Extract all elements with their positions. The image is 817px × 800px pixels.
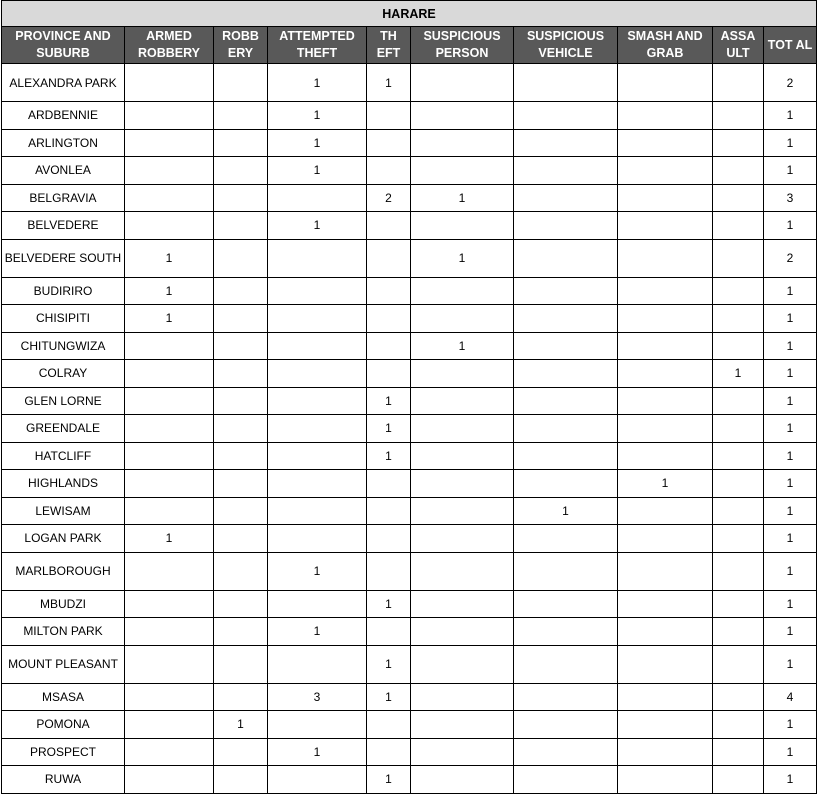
total-cell: 1	[764, 387, 817, 415]
count-cell	[713, 387, 764, 415]
table-row	[2, 711, 817, 739]
count-cell	[514, 738, 618, 766]
count-cell	[268, 277, 367, 305]
suburb-cell: HIGHLANDS	[2, 470, 125, 498]
count-cell: 1	[411, 184, 514, 212]
total-cell: 1	[764, 332, 817, 360]
count-cell	[214, 239, 268, 277]
table-row	[2, 277, 817, 305]
count-cell	[618, 552, 713, 590]
count-cell	[514, 590, 618, 618]
count-cell: 1	[268, 212, 367, 240]
table-row	[2, 102, 817, 130]
count-cell	[214, 157, 268, 185]
count-cell	[367, 552, 411, 590]
total-cell: 1	[764, 497, 817, 525]
count-cell: 1	[367, 387, 411, 415]
count-cell	[214, 552, 268, 590]
count-cell	[214, 277, 268, 305]
count-cell	[514, 525, 618, 553]
count-cell: 1	[367, 64, 411, 102]
column-header: TOT AL	[764, 27, 817, 64]
count-cell	[125, 766, 214, 794]
count-cell	[618, 360, 713, 388]
count-cell: 1	[367, 766, 411, 794]
count-cell	[214, 766, 268, 794]
table-row	[2, 525, 817, 553]
count-cell	[125, 618, 214, 646]
suburb-cell: MSASA	[2, 683, 125, 711]
count-cell	[411, 711, 514, 739]
count-cell	[125, 497, 214, 525]
count-cell	[514, 552, 618, 590]
count-cell: 1	[268, 552, 367, 590]
table-row	[2, 766, 817, 794]
count-cell	[367, 470, 411, 498]
count-cell	[411, 645, 514, 683]
count-cell: 1	[268, 129, 367, 157]
count-cell	[411, 102, 514, 130]
count-cell	[713, 552, 764, 590]
count-cell: 2	[367, 184, 411, 212]
count-cell	[268, 332, 367, 360]
table-body	[2, 64, 817, 794]
table-row	[2, 442, 817, 470]
total-cell: 1	[764, 470, 817, 498]
count-cell	[268, 497, 367, 525]
count-cell	[713, 618, 764, 646]
table-row	[2, 683, 817, 711]
total-cell: 1	[764, 305, 817, 333]
count-cell	[411, 415, 514, 443]
table-row	[2, 332, 817, 360]
table-row	[2, 590, 817, 618]
count-cell	[713, 442, 764, 470]
count-cell	[618, 683, 713, 711]
count-cell	[268, 184, 367, 212]
count-cell	[411, 618, 514, 646]
count-cell	[618, 525, 713, 553]
count-cell	[713, 64, 764, 102]
count-cell: 1	[411, 239, 514, 277]
count-cell	[618, 415, 713, 443]
suburb-cell: CHISIPITI	[2, 305, 125, 333]
count-cell	[411, 442, 514, 470]
total-cell: 1	[764, 442, 817, 470]
count-cell	[618, 497, 713, 525]
count-cell	[713, 711, 764, 739]
count-cell	[411, 64, 514, 102]
total-cell: 1	[764, 645, 817, 683]
total-cell: 1	[764, 766, 817, 794]
table-row	[2, 360, 817, 388]
table-row	[2, 157, 817, 185]
count-cell	[713, 157, 764, 185]
table-row	[2, 618, 817, 646]
total-cell: 1	[764, 552, 817, 590]
count-cell	[618, 738, 713, 766]
count-cell	[125, 711, 214, 739]
suburb-cell: BUDIRIRO	[2, 277, 125, 305]
column-header: SUSPICIOUS PERSON	[411, 27, 514, 64]
count-cell	[618, 766, 713, 794]
count-cell	[713, 305, 764, 333]
count-cell	[411, 129, 514, 157]
table-row	[2, 64, 817, 102]
count-cell	[367, 305, 411, 333]
total-cell: 1	[764, 360, 817, 388]
count-cell	[214, 360, 268, 388]
count-cell: 1	[367, 415, 411, 443]
count-cell	[214, 497, 268, 525]
suburb-cell: BELVEDERE SOUTH	[2, 239, 125, 277]
count-cell	[125, 552, 214, 590]
count-cell	[514, 711, 618, 739]
count-cell	[713, 332, 764, 360]
count-cell	[618, 305, 713, 333]
count-cell: 1	[411, 332, 514, 360]
table-row	[2, 387, 817, 415]
column-header: TH EFT	[367, 27, 411, 64]
count-cell	[713, 184, 764, 212]
count-cell	[618, 711, 713, 739]
table-row	[2, 212, 817, 240]
count-cell	[411, 305, 514, 333]
suburb-cell: MARLBOROUGH	[2, 552, 125, 590]
count-cell	[514, 442, 618, 470]
count-cell	[214, 102, 268, 130]
count-cell	[125, 645, 214, 683]
suburb-cell: BELVEDERE	[2, 212, 125, 240]
count-cell	[125, 64, 214, 102]
suburb-cell: HATCLIFF	[2, 442, 125, 470]
count-cell	[514, 277, 618, 305]
count-cell	[618, 102, 713, 130]
count-cell: 1	[125, 525, 214, 553]
count-cell	[268, 442, 367, 470]
count-cell	[268, 305, 367, 333]
suburb-cell: MILTON PARK	[2, 618, 125, 646]
count-cell	[411, 683, 514, 711]
count-cell	[514, 766, 618, 794]
count-cell	[713, 102, 764, 130]
total-cell: 1	[764, 212, 817, 240]
count-cell	[268, 470, 367, 498]
count-cell	[514, 332, 618, 360]
count-cell	[367, 277, 411, 305]
count-cell	[214, 645, 268, 683]
count-cell: 1	[514, 497, 618, 525]
suburb-cell: PROSPECT	[2, 738, 125, 766]
count-cell	[214, 738, 268, 766]
count-cell	[214, 470, 268, 498]
count-cell	[411, 212, 514, 240]
count-cell	[214, 387, 268, 415]
total-cell: 1	[764, 129, 817, 157]
count-cell	[214, 525, 268, 553]
count-cell: 1	[367, 645, 411, 683]
count-cell	[618, 184, 713, 212]
count-cell	[411, 470, 514, 498]
count-cell	[367, 129, 411, 157]
total-cell: 1	[764, 711, 817, 739]
count-cell	[367, 711, 411, 739]
count-cell: 1	[268, 738, 367, 766]
count-cell	[618, 129, 713, 157]
count-cell	[125, 683, 214, 711]
count-cell	[713, 590, 764, 618]
column-header: ATTEMPTED THEFT	[268, 27, 367, 64]
table-row	[2, 645, 817, 683]
count-cell	[214, 415, 268, 443]
count-cell	[214, 590, 268, 618]
count-cell: 1	[268, 157, 367, 185]
count-cell	[713, 683, 764, 711]
column-header: SMASH AND GRAB	[618, 27, 713, 64]
suburb-cell: ARLINGTON	[2, 129, 125, 157]
count-cell	[125, 738, 214, 766]
count-cell	[618, 442, 713, 470]
count-cell	[125, 415, 214, 443]
count-cell	[514, 64, 618, 102]
count-cell	[618, 277, 713, 305]
count-cell: 1	[618, 470, 713, 498]
count-cell	[367, 157, 411, 185]
count-cell	[411, 590, 514, 618]
count-cell	[514, 129, 618, 157]
total-cell: 2	[764, 239, 817, 277]
count-cell	[214, 442, 268, 470]
count-cell	[214, 618, 268, 646]
count-cell: 1	[125, 305, 214, 333]
count-cell	[125, 470, 214, 498]
count-cell	[268, 711, 367, 739]
count-cell	[411, 497, 514, 525]
count-cell	[713, 212, 764, 240]
count-cell: 1	[367, 683, 411, 711]
total-cell: 1	[764, 102, 817, 130]
count-cell	[214, 332, 268, 360]
total-cell: 1	[764, 738, 817, 766]
count-cell	[713, 738, 764, 766]
count-cell	[713, 470, 764, 498]
column-header: SUSPICIOUS VEHICLE	[514, 27, 618, 64]
suburb-cell: ARDBENNIE	[2, 102, 125, 130]
column-header: ASSA ULT	[713, 27, 764, 64]
count-cell	[214, 305, 268, 333]
count-cell	[367, 102, 411, 130]
suburb-cell: LOGAN PARK	[2, 525, 125, 553]
count-cell: 3	[268, 683, 367, 711]
suburb-cell: ALEXANDRA PARK	[2, 64, 125, 102]
count-cell	[514, 683, 618, 711]
column-header: ROBB ERY	[214, 27, 268, 64]
column-header: PROVINCE AND SUBURB	[2, 27, 125, 64]
count-cell	[514, 470, 618, 498]
count-cell: 1	[268, 64, 367, 102]
table-row	[2, 415, 817, 443]
count-cell	[713, 239, 764, 277]
count-cell	[411, 552, 514, 590]
count-cell	[214, 212, 268, 240]
table-row	[2, 129, 817, 157]
count-cell	[367, 360, 411, 388]
table-row	[2, 738, 817, 766]
count-cell	[125, 590, 214, 618]
count-cell	[268, 645, 367, 683]
suburb-cell: AVONLEA	[2, 157, 125, 185]
count-cell	[514, 305, 618, 333]
total-cell: 1	[764, 415, 817, 443]
suburb-cell: MOUNT PLEASANT	[2, 645, 125, 683]
count-cell	[268, 415, 367, 443]
count-cell: 1	[367, 442, 411, 470]
count-cell	[411, 157, 514, 185]
count-cell	[618, 590, 713, 618]
count-cell: 1	[367, 590, 411, 618]
count-cell	[618, 64, 713, 102]
total-cell: 1	[764, 618, 817, 646]
count-cell: 1	[713, 360, 764, 388]
count-cell	[713, 277, 764, 305]
count-cell	[713, 525, 764, 553]
suburb-cell: CHITUNGWIZA	[2, 332, 125, 360]
count-cell	[125, 212, 214, 240]
count-cell	[618, 387, 713, 415]
total-cell: 1	[764, 525, 817, 553]
count-cell	[367, 738, 411, 766]
count-cell	[514, 184, 618, 212]
total-cell: 2	[764, 64, 817, 102]
count-cell	[411, 360, 514, 388]
count-cell	[713, 645, 764, 683]
count-cell: 1	[268, 102, 367, 130]
count-cell	[268, 360, 367, 388]
count-cell	[367, 497, 411, 525]
count-cell: 1	[125, 239, 214, 277]
table-row	[2, 239, 817, 277]
suburb-cell: RUWA	[2, 766, 125, 794]
count-cell	[618, 618, 713, 646]
count-cell	[411, 387, 514, 415]
count-cell	[514, 102, 618, 130]
count-cell	[125, 157, 214, 185]
count-cell	[514, 239, 618, 277]
count-cell	[713, 415, 764, 443]
table-row	[2, 470, 817, 498]
count-cell	[514, 387, 618, 415]
count-cell	[411, 525, 514, 553]
count-cell	[268, 387, 367, 415]
count-cell	[125, 360, 214, 388]
count-cell	[618, 157, 713, 185]
total-cell: 4	[764, 683, 817, 711]
suburb-cell: BELGRAVIA	[2, 184, 125, 212]
count-cell	[268, 239, 367, 277]
count-cell	[618, 212, 713, 240]
suburb-cell: GLEN LORNE	[2, 387, 125, 415]
suburb-cell: COLRAY	[2, 360, 125, 388]
count-cell: 1	[268, 618, 367, 646]
count-cell	[367, 618, 411, 646]
count-cell	[514, 212, 618, 240]
count-cell	[618, 239, 713, 277]
count-cell	[125, 184, 214, 212]
count-cell	[367, 212, 411, 240]
count-cell	[367, 239, 411, 277]
table-row	[2, 184, 817, 212]
total-cell: 3	[764, 184, 817, 212]
count-cell	[268, 590, 367, 618]
table-title: HARARE	[2, 1, 817, 27]
count-cell	[514, 360, 618, 388]
count-cell	[125, 102, 214, 130]
count-cell	[514, 618, 618, 646]
count-cell	[125, 129, 214, 157]
count-cell	[125, 332, 214, 360]
count-cell	[214, 683, 268, 711]
incident-table	[1, 0, 817, 794]
count-cell	[125, 442, 214, 470]
count-cell	[411, 766, 514, 794]
table-row	[2, 305, 817, 333]
total-cell: 1	[764, 157, 817, 185]
count-cell	[618, 332, 713, 360]
column-header: ARMED ROBBERY	[125, 27, 214, 64]
suburb-cell: GREENDALE	[2, 415, 125, 443]
suburb-cell: POMONA	[2, 711, 125, 739]
total-cell: 1	[764, 590, 817, 618]
suburb-cell: LEWISAM	[2, 497, 125, 525]
count-cell	[514, 645, 618, 683]
count-cell	[713, 129, 764, 157]
count-cell	[214, 184, 268, 212]
count-cell: 1	[214, 711, 268, 739]
count-cell	[514, 157, 618, 185]
count-cell	[367, 525, 411, 553]
count-cell	[214, 129, 268, 157]
count-cell	[268, 525, 367, 553]
count-cell	[214, 64, 268, 102]
count-cell	[367, 332, 411, 360]
count-cell	[713, 497, 764, 525]
total-cell: 1	[764, 277, 817, 305]
count-cell: 1	[125, 277, 214, 305]
count-cell	[411, 738, 514, 766]
suburb-cell: MBUDZI	[2, 590, 125, 618]
table-row	[2, 552, 817, 590]
table-row	[2, 497, 817, 525]
count-cell	[514, 415, 618, 443]
count-cell	[411, 277, 514, 305]
count-cell	[125, 387, 214, 415]
count-cell	[268, 766, 367, 794]
count-cell	[713, 766, 764, 794]
count-cell	[618, 645, 713, 683]
